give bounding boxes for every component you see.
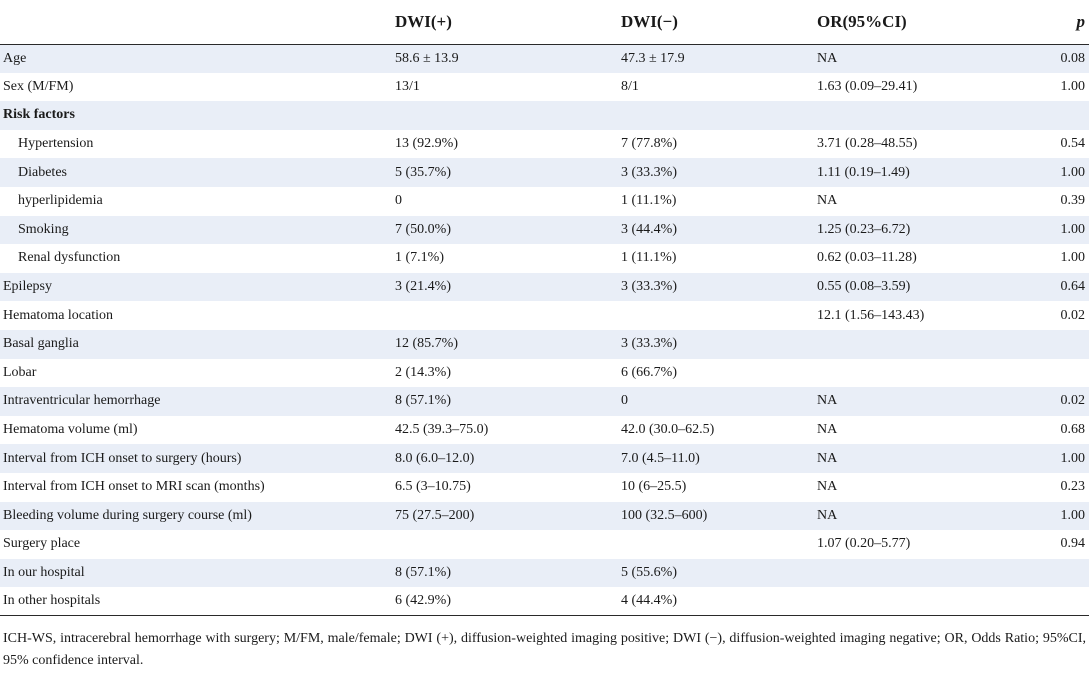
table-row [0,216,1089,245]
table-row [0,444,1089,473]
cell-dwi-negative: 3 (33.3%) [621,279,677,295]
cell-p-value: 0.02 [1060,307,1085,323]
cell-odds-ratio: 1.07 (0.20–5.77) [817,536,911,552]
cell-dwi-negative: 4 (44.4%) [621,587,817,616]
cell-odds-ratio [817,330,1007,359]
row-label: Smoking [18,221,69,237]
table-row [0,101,1089,130]
table-row [0,273,1089,302]
row-label: In our hospital [3,564,85,580]
header-dwi-positive: DWI(+) [395,0,621,44]
cell-odds-ratio: 3.71 (0.28–48.55) [817,136,918,152]
cell-dwi-negative: 5 (55.6%) [621,564,677,580]
row-label: Renal dysfunction [18,250,121,266]
cell-p-value: 0.08 [1060,50,1085,66]
row-label: Basal ganglia [3,336,79,352]
cell-dwi-negative: 3 (33.3%) [621,336,677,352]
cell-p-value: 0.23 [1060,479,1085,495]
cell-odds-ratio: NA [817,422,838,438]
table-row [0,244,1089,273]
cell-dwi-positive: 7 (50.0%) [395,221,451,237]
cell-p-value: 0.54 [1060,136,1085,152]
cell-dwi-negative [621,101,817,130]
cell-dwi-positive [395,301,621,330]
cell-dwi-negative: 7 (77.8%) [621,136,677,152]
cell-dwi-positive: 8.0 (6.0–12.0) [395,450,475,466]
cell-dwi-positive: 42.5 (39.3–75.0) [395,422,489,438]
cell-dwi-negative: 1 (11.1%) [621,250,677,266]
cell-dwi-negative [621,530,817,559]
cell-odds-ratio [817,101,1007,130]
cell-dwi-negative: 3 (44.4%) [621,221,677,237]
row-label: Interval from ICH onset to surgery (hours) [3,450,242,466]
cell-dwi-positive: 3 (21.4%) [395,279,451,295]
cell-odds-ratio: 0.55 (0.08–3.59) [817,279,911,295]
cell-p-value: 0.02 [1060,393,1085,409]
row-label: Intraventricular hemorrhage [3,393,161,409]
cell-p-value [1007,559,1089,588]
cell-dwi-negative: 6 (66.7%) [621,364,677,380]
row-label: Interval from ICH onset to MRI scan (months) [3,479,265,495]
row-label: Sex (M/FM) [3,78,74,94]
table-row [0,359,1089,388]
row-label: Bleeding volume during surgery course (ml) [3,507,252,523]
cell-p-value [1007,587,1089,616]
cell-odds-ratio: NA [817,50,838,66]
cell-dwi-positive: 13/1 [395,78,420,94]
cell-p-value: 1.00 [1060,221,1085,237]
cell-odds-ratio: 1.11 (0.19–1.49) [817,164,910,180]
table-row [0,130,1089,159]
cell-p-value [1007,330,1089,359]
table-row [0,187,1089,216]
table-row [0,158,1089,187]
cell-dwi-negative: 0 [621,393,628,409]
table-row [0,559,1089,588]
cell-dwi-positive: 1 (7.1%) [395,250,444,266]
cell-odds-ratio: NA [817,193,838,209]
cell-p-value: 0.68 [1060,422,1085,438]
table-row [0,301,1089,330]
cell-dwi-positive: 8 (57.1%) [395,564,451,580]
header-odds-ratio: OR(95%CI) [817,0,1007,44]
cell-dwi-positive [395,530,621,559]
cell-dwi-positive: 12 (85.7%) [395,336,458,352]
cell-dwi-positive: 6 (42.9%) [395,587,621,616]
table-row [0,530,1089,559]
cell-odds-ratio [817,559,1007,588]
table-row [0,44,1089,73]
cell-dwi-positive: 6.5 (3–10.75) [395,479,471,495]
header-p-value: p [1007,0,1089,44]
table-footnote: ICH-WS, intracerebral hemorrhage with surgery; M/FM, male/female; DWI (+), diffusion-weighted imaging positive; DWI (−), diffusion-weighted imaging negative; OR, Odds Ratio; 95%CI, 95% confidence interval. [3,631,1086,668]
cell-dwi-positive: 13 (92.9%) [395,136,458,152]
row-label: Epilepsy [3,279,52,295]
cell-dwi-negative: 8/1 [621,78,639,94]
cell-dwi-negative: 3 (33.3%) [621,164,677,180]
cell-odds-ratio: NA [817,479,838,495]
cell-odds-ratio: 1.25 (0.23–6.72) [817,221,911,237]
cell-p-value: 0.39 [1060,193,1085,209]
table-row [0,330,1089,359]
row-label: Lobar [3,364,37,380]
cell-dwi-negative: 10 (6–25.5) [621,479,687,495]
row-label: hyperlipidemia [18,193,103,209]
cell-dwi-negative: 100 (32.5–600) [621,507,708,523]
cell-p-value: 1.00 [1060,450,1085,466]
cell-p-value: 1.00 [1060,250,1085,266]
cell-dwi-positive: 8 (57.1%) [395,393,451,409]
cell-odds-ratio: NA [817,393,838,409]
header-dwi-negative: DWI(−) [621,0,817,44]
cell-odds-ratio: 0.62 (0.03–11.28) [817,250,917,266]
row-label: Age [3,50,27,66]
cell-odds-ratio: 1.63 (0.09–29.41) [817,78,918,94]
header-variable [0,0,395,44]
cell-p-value [1007,101,1089,130]
row-label: In other hospitals [0,587,395,616]
cell-odds-ratio: NA [817,450,838,466]
row-label: Hypertension [18,136,94,152]
row-label: Diabetes [18,164,67,180]
table-row [0,416,1089,445]
table-row [0,387,1089,416]
table-row [0,473,1089,502]
cell-odds-ratio: 12.1 (1.56–143.43) [817,307,925,323]
table-row [0,502,1089,531]
row-label: Risk factors [3,107,75,123]
cell-p-value: 1.00 [1060,507,1085,523]
cell-odds-ratio [817,359,1007,388]
cell-dwi-positive: 0 [395,193,402,209]
cell-odds-ratio: NA [817,507,838,523]
cell-dwi-negative: 42.0 (30.0–62.5) [621,422,715,438]
cell-p-value: 1.00 [1060,78,1085,94]
cell-dwi-negative: 47.3 ± 17.9 [621,50,685,66]
cell-dwi-negative [621,301,817,330]
row-label: Hematoma location [3,307,114,323]
cell-odds-ratio [817,587,1007,616]
cell-dwi-positive: 75 (27.5–200) [395,507,475,523]
cell-dwi-negative: 1 (11.1%) [621,193,677,209]
cell-p-value: 0.64 [1060,279,1085,295]
cell-dwi-positive: 5 (35.7%) [395,164,451,180]
table-row [0,587,1089,616]
cell-p-value [1007,359,1089,388]
cell-dwi-positive: 58.6 ± 13.9 [395,50,459,66]
table-header-row [0,0,1089,44]
cell-dwi-positive [395,101,621,130]
table-row [0,73,1089,102]
cell-dwi-negative: 7.0 (4.5–11.0) [621,450,700,466]
row-label: Hematoma volume (ml) [3,422,138,438]
row-label: Surgery place [3,536,81,552]
cell-p-value: 0.94 [1060,536,1085,552]
cell-p-value: 1.00 [1060,164,1085,180]
cell-dwi-positive: 2 (14.3%) [395,364,451,380]
